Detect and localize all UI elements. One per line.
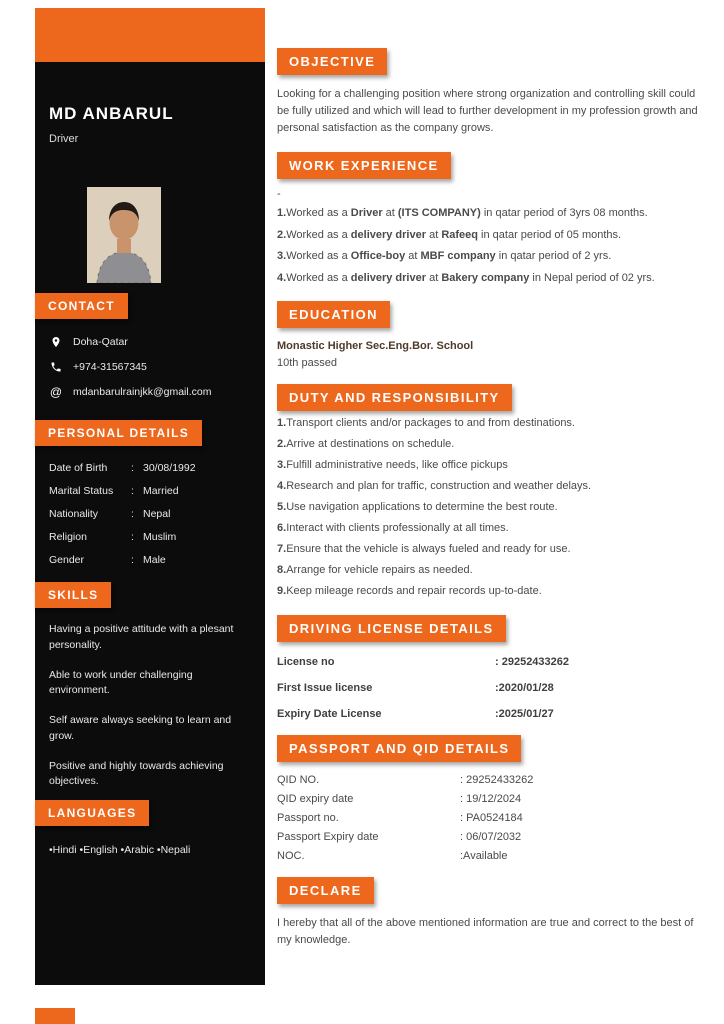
objective-header: OBJECTIVE: [277, 48, 387, 75]
personal-details-list: [49, 462, 251, 566]
contact-header: CONTACT: [35, 293, 128, 319]
passport-value: : 19/12/2024: [460, 792, 522, 805]
duty-item: 8.Arrange for vehicle repairs as needed.: [277, 563, 473, 576]
duty-header: DUTY AND RESPONSIBILITY: [277, 384, 512, 411]
sidebar: [35, 8, 265, 985]
main-column: [277, 48, 701, 964]
passport-value: :Available: [460, 849, 508, 862]
passport-label: QID expiry date: [277, 792, 354, 805]
location-pin-icon: [49, 335, 63, 349]
name: MD ANBARUL: [49, 104, 174, 123]
personal-detail-label: Religion: [49, 531, 87, 543]
sidebar-top-accent-bar: [35, 8, 265, 62]
personal-detail-colon: :: [131, 462, 134, 474]
duty-item: 7.Ensure that the vehicle is always fueled and ready for use.: [277, 542, 571, 555]
passport-label: QID NO.: [277, 773, 320, 786]
person-silhouette: [87, 187, 161, 283]
personal-detail-colon: :: [131, 485, 134, 497]
passport-value: : 29252433262: [460, 773, 534, 786]
work-experience-section: [277, 152, 701, 286]
personal-detail-label: Marital Status: [49, 485, 114, 497]
skill-item: Positive and highly towards achieving objectives.: [49, 759, 224, 788]
driving-license-header: DRIVING LICENSE DETAILS: [277, 615, 506, 642]
education-header: EDUCATION: [277, 301, 390, 328]
contact-location-text: Doha-Qatar: [73, 336, 128, 348]
passport-label: Passport Expiry date: [277, 830, 379, 843]
license-label: First Issue license: [277, 681, 373, 694]
license-value: :2025/01/27: [495, 707, 554, 720]
personal-detail-colon: :: [131, 554, 134, 566]
languages-header: LANGUAGES: [35, 800, 149, 826]
contact-item-phone: [49, 360, 251, 374]
skill-item: Able to work under challenging environment.: [49, 668, 193, 697]
contact-item-location: [49, 335, 251, 349]
duty-item: 4.Research and plan for traffic, construction and weather delays.: [277, 479, 592, 492]
license-label: Expiry Date License: [277, 707, 382, 720]
languages-list: •Hindi •English •Arabic •Nepali: [49, 844, 191, 856]
duty-item: 2.Arrive at destinations on schedule.: [277, 438, 455, 451]
personal-detail-value: Nepal: [143, 508, 171, 520]
declare-section: [277, 877, 701, 949]
education-detail: 10th passed: [277, 357, 337, 370]
duty-item: 3.Fulfill administrative needs, like office pickups: [277, 459, 508, 472]
skill-item: Self aware always seeking to learn and grow.: [49, 714, 232, 742]
skill-item: Having a positive attitude with a plesant personality.: [49, 623, 234, 651]
personal-detail-label: Gender: [49, 554, 85, 566]
profile-photo: [87, 187, 161, 283]
work-dash: -: [277, 188, 281, 201]
declare-header: DECLARE: [277, 877, 374, 904]
phone-icon: [49, 360, 63, 374]
contact-phone-text: +974-31567345: [73, 361, 147, 373]
passport-value: : 06/07/2032: [460, 830, 522, 843]
passport-qid-header: PASSPORT AND QID DETAILS: [277, 735, 521, 762]
personal-detail-colon: :: [131, 508, 134, 520]
job-title: Driver: [49, 133, 79, 145]
personal-detail-value: Married: [143, 485, 179, 497]
license-value: :2020/01/28: [495, 681, 554, 694]
work-item: 1.Worked as a Driver at (ITS COMPANY) in qatar period of 3yrs 08 months.: [277, 207, 648, 220]
passport-value: : PA0524184: [460, 811, 523, 824]
duty-item: 5.Use navigation applications to determine the best route.: [277, 500, 558, 513]
personal-detail-label: Nationality: [49, 508, 99, 520]
declare-text: I hereby that all of the above mentioned information are true and correct to the best of my knowledge.: [277, 916, 694, 946]
work-experience-header: WORK EXPERIENCE: [277, 152, 451, 179]
bottom-accent-bar: [35, 1008, 75, 1024]
license-label: License no: [277, 655, 335, 668]
passport-label: NOC.: [277, 849, 305, 862]
personal-detail-label: Date of Birth: [49, 462, 108, 474]
license-value: : 29252433262: [495, 655, 570, 668]
passport-qid-section: [277, 735, 701, 862]
driving-license-section: [277, 615, 701, 720]
duty-item: 6.Interact with clients professionally at all times.: [277, 521, 509, 534]
personal-detail-colon: :: [131, 531, 134, 543]
objective-section: [277, 48, 701, 137]
at-icon: @: [49, 385, 63, 399]
personal-detail-value: Male: [143, 554, 166, 566]
personal-detail-value: Muslim: [143, 531, 177, 543]
personal-details-header: PERSONAL DETAILS: [35, 420, 202, 446]
duty-item: 9.Keep mileage records and repair records up-to-date.: [277, 584, 542, 597]
objective-text: Looking for a challenging position where strong organization and controlling skill could be fully utilized and which will lead to further development in my profession growth and personal satisfaction as the company grows.: [277, 88, 698, 135]
duty-section: [277, 384, 701, 599]
contact-email-text: mdanbarulrainjkk@gmail.com: [73, 386, 212, 398]
education-section: [277, 301, 701, 369]
passport-qid-table: [277, 774, 701, 862]
skills-header: SKILLS: [35, 582, 111, 608]
personal-detail-value: 30/08/1992: [143, 462, 196, 474]
work-item: 4.Worked as a delivery driver at Bakery company in Nepal period of 02 yrs.: [277, 271, 655, 284]
work-item: 3.Worked as a Office-boy at MBF company in qatar period of 2 yrs.: [277, 250, 612, 263]
duty-item: 1.Transport clients and/or packages to and from destinations.: [277, 417, 575, 430]
school-name: Monastic Higher Sec.Eng.Bor. School: [277, 340, 474, 353]
driving-license-table: [277, 656, 701, 720]
contact-list: [49, 335, 251, 399]
passport-label: Passport no.: [277, 811, 339, 824]
contact-item-email: [49, 385, 251, 399]
work-item: 2.Worked as a delivery driver at Rafeeq in qatar period of 05 months.: [277, 228, 622, 241]
